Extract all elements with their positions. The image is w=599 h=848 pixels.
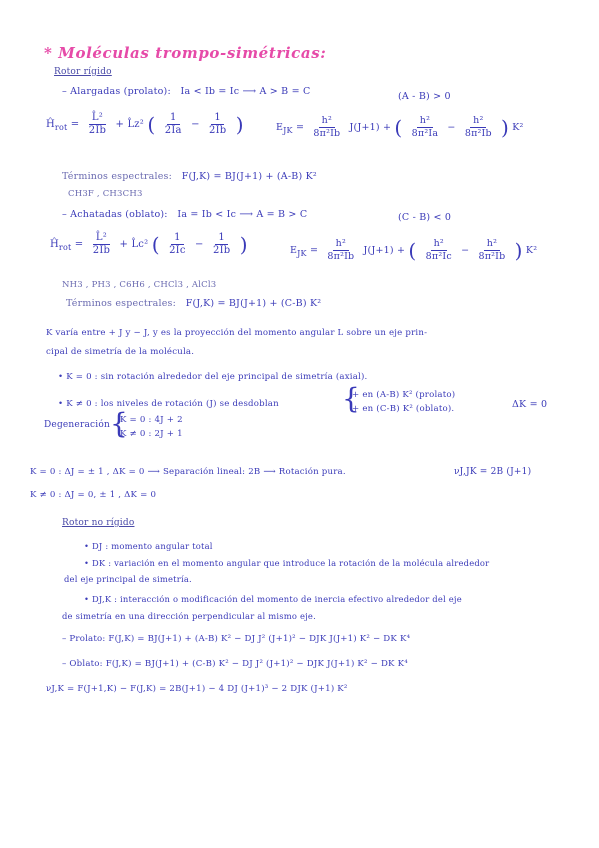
selection-rule-k-nonzero: K ≠ 0 : ΔJ = 0, ± 1 , ΔK = 0: [30, 490, 157, 500]
degeneracy-label: Degeneración: [44, 420, 110, 430]
oblate-hamiltonian: $Ĥ_{rot}$ = $\frac{\text{L̂²}}{2Ib}$ + L̂c² ( $\frac{1}{2Ic}$ − $\frac{1}{2Ib}$ ): [50, 232, 248, 257]
k-split-prolate: + en (A-B) K² (prolato): [352, 390, 456, 400]
prolate-examples: CH3F , CH3CH3: [68, 189, 143, 199]
prolate-condition: Ia < Ib = Ic ⟶ A > B = C: [180, 86, 311, 97]
k-zero-note: • K = 0 : sin rotación alrededor del eje principal de simetría (axial).: [58, 372, 368, 382]
degeneracy-values: { K = 0 : 4J + 2 K ≠ 0 : 2J + 1: [110, 407, 183, 440]
selection-rule-k-zero: K = 0 : ΔJ = ± 1 , ΔK = 0 ⟶ Separación lineal: 2B ⟶ Rotación pura.: [30, 467, 346, 477]
page-title: * Moléculas trompo-simétricas:: [44, 44, 327, 62]
k-nonzero-note: • K ≠ 0 : los niveles de rotación (J) se desdoblan: [58, 399, 279, 409]
oblate-label: – Achatadas (oblato): Ia = Ib < Ic ⟶ A = B > C: [62, 209, 308, 220]
nonrigid-prolate-equation: – Prolato: F(J,K) = BJ(J+1) + (A-B) K² − DJ J² (J+1)² − DJK J(J+1) K² − DK K⁴: [62, 634, 411, 644]
dk-definition-line2: del eje principal de simetría.: [64, 574, 192, 584]
degeneracy-k-nonzero: K ≠ 0 : 2J + 1: [120, 429, 183, 439]
spectral-terms-prolate: Términos espectrales: F(J,K) = BJ(J+1) + (A-B) K²: [62, 171, 317, 182]
section-heading-nonrigid-rotor: Rotor no rígido: [62, 518, 135, 528]
prolate-energy: $E_{JK}$ = $\frac{\text{h²}}{\text{8π²Ib}}$ J(J+1) + ( $\frac{\text{h²}}{\text{8π²Ia}}$ − $\frac{\text{h²}}{\text{8π²Ib}}$ ) K²: [276, 115, 524, 140]
prolate-hamiltonian: $Ĥ_{rot}$ = $\frac{\text{L̂²}}{2Ib}$ + L̂z² ( $\frac{1}{2Ia}$ − $\frac{1}{2Ib}$ ): [46, 112, 244, 137]
nonrigid-frequency-equation: νJ,K = F(J+1,K) − F(J,K) = 2B(J+1) − 4 DJ (J+1)³ − 2 DJK (J+1) K²: [46, 684, 348, 694]
djk-definition-line2: de simetría en una dirección perpendicular al mismo eje.: [62, 611, 316, 621]
degeneracy-k-zero: K = 0 : 4J + 2: [120, 415, 183, 425]
oblate-energy: $E_{JK}$ = $\frac{\text{h²}}{\text{8π²Ib}}$ J(J+1) + ( $\frac{\text{h²}}{\text{8π²Ic}}$ − $\frac{\text{h²}}{\text{8π²Ib}}$ ) K²: [290, 238, 538, 263]
delta-k-rule: ΔK = 0: [512, 399, 548, 410]
k-description-line1: K varía entre + J y − J, y es la proyección del momento angular L sobre un eje prin-: [46, 328, 428, 338]
oblate-inequality: (C - B) < 0: [398, 212, 452, 223]
k-description-line2: cipal de simetría de la molécula.: [46, 347, 195, 357]
section-heading-rigid-rotor: Rotor rígido: [54, 67, 112, 77]
oblate-examples: NH3 , PH3 , C6H6 , CHCl3 , AlCl3: [62, 280, 217, 290]
prolate-inequality: (A - B) > 0: [398, 91, 451, 102]
k-split: { + en (A-B) K² (prolato) + en (C-B) K² (oblato).: [342, 382, 456, 415]
djk-definition-line1: • DJ,K : interacción o modificación del momento de inercia efectivo alrededor del eje: [84, 594, 462, 604]
oblate-condition: Ia = Ib < Ic ⟶ A = B > C: [177, 209, 308, 220]
k-split-oblate: + en (C-B) K² (oblato).: [352, 404, 455, 414]
spectral-terms-oblate: Términos espectrales: F(J,K) = BJ(J+1) + (C-B) K²: [66, 298, 322, 309]
dk-definition-line1: • DK : variación en el momento angular que introduce la rotación de la molécula alrededor: [84, 558, 490, 568]
nonrigid-oblate-equation: – Oblato: F(J,K) = BJ(J+1) + (C-B) K² − DJ J² (J+1)² − DJK J(J+1) K² − DK K⁴: [62, 659, 408, 669]
prolate-label: – Alargadas (prolato): Ia < Ib = Ic ⟶ A > B = C: [62, 86, 311, 97]
dj-definition: • DJ : momento angular total: [84, 541, 213, 551]
transition-frequency: νJ,JK = 2B (J+1): [454, 467, 532, 477]
